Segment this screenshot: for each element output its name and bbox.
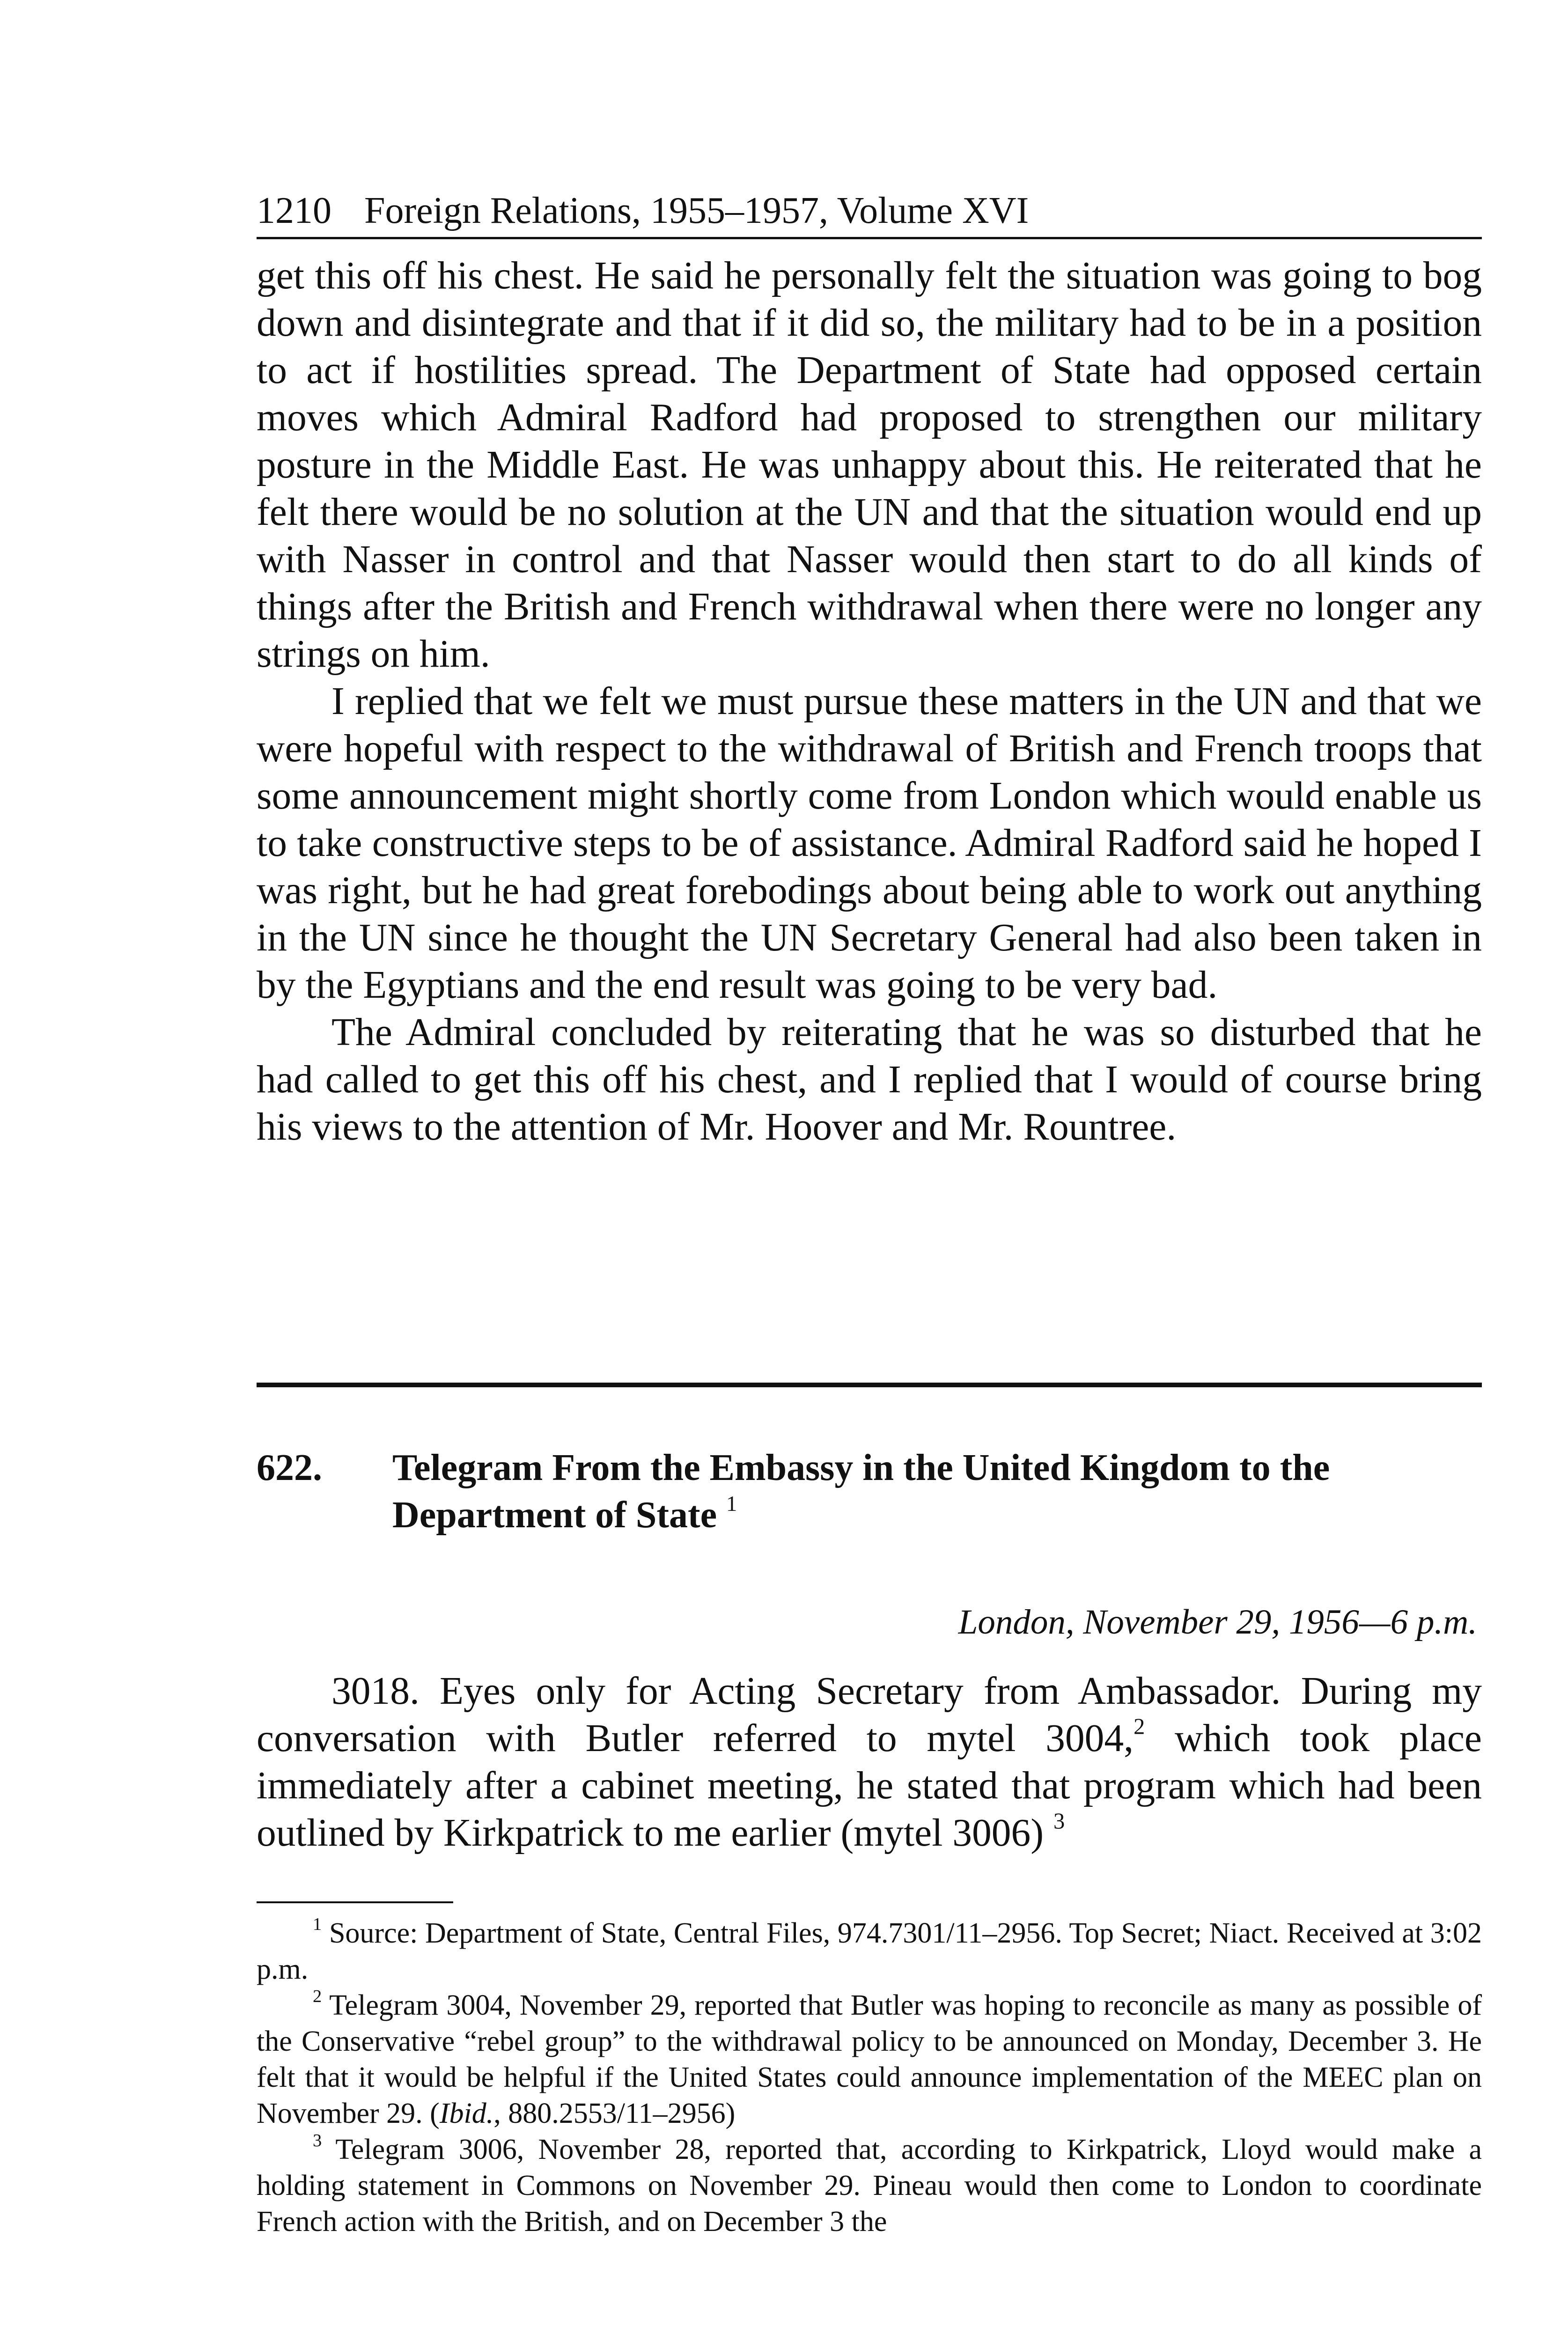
document-heading: [257, 1444, 1482, 1539]
footnote-2-marker: 2: [313, 1987, 322, 2007]
memo-paragraph-3: The Admiral concluded by reiterating that he was so disturbed that he had called to get this off his chest, and I replied that I would of course bring his views to the attention of Mr. Hoover and Mr. Rountree.: [257, 1011, 1482, 1148]
footnote-1-marker: 1: [313, 1914, 322, 1935]
footnote-2-text-end: , 880.2553/11–2956): [493, 2098, 736, 2129]
footnote-2-text: Telegram 3004, November 29, reported that Butler was hoping to reconcile as many as possible of the Conservative “rebel group” to the withdrawal policy to be announced on Monday, December 3. He felt that it would be helpful if the United States could announce implementation of the MEEC plan on November 29. (: [257, 1989, 1482, 2129]
document-number: 622.: [257, 1447, 322, 1488]
memo-paragraph-1: get this off his chest. He said he personally felt the situation was going to bog down and disintegrate and that if it did so, the military had to be in a position to act if hostilities spread. The Department of State had opposed certain moves which Admiral Radford had proposed to strengthen our military posture in the Middle East. He was unhappy about this. He reiterated that he felt there would be no solution at the UN and that the situation would end up with Nasser in control and that Nasser would then start to do all kinds of things after the British and French withdrawal when there were no longer any strings on him.: [257, 254, 1482, 676]
document-separator-rule: [257, 1383, 1482, 1387]
footnote-ref-3[interactable]: 3: [1053, 1809, 1065, 1834]
memo-body: [257, 252, 1482, 1151]
document-title-text: Telegram From the Embassy in the United Kingdom to the Department of State: [392, 1447, 1330, 1536]
footnote-1: [257, 1915, 1482, 1988]
telegram-text-part-2: which took place immediately after a cabinet meeting, he stated that program which had been outlined by Kirkpatrick to me earlier (mytel 3006): [257, 1717, 1482, 1855]
footnote-1-text: Source: Department of State, Central Files, 974.7301/11–2956. Top Secret; Niact. Received at 3:02 p.m.: [257, 1917, 1482, 1985]
running-head: [257, 187, 1482, 239]
footnote-2-ibid: Ibid.: [439, 2098, 494, 2129]
footnote-3-marker: 3: [313, 2131, 322, 2151]
page-number: 1210: [257, 190, 331, 231]
volume-title: Foreign Relations, 1955–1957, Volume XVI: [364, 190, 1029, 231]
dateline: London, November 29, 1956—6 p.m.: [958, 1603, 1477, 1642]
footnote-ref-1[interactable]: 1: [726, 1492, 737, 1516]
page: [257, 187, 1482, 2240]
document-title: [392, 1444, 1482, 1539]
footnote-3-text: Telegram 3006, November 28, reported that, according to Kirkpatrick, Lloyd would make a holding statement in Commons on November 29. Pineau would then come to London to coordinate French action with the British, and on December 3 the: [257, 2134, 1482, 2238]
footnote-rule: [257, 1901, 453, 1903]
telegram-text-part-1: 3018. Eyes only for Acting Secretary from Ambassador. During my conversation with Butler referred to mytel 3004,: [257, 1670, 1482, 1760]
footnote-3: [257, 2132, 1482, 2240]
telegram-paragraph: [257, 1668, 1482, 1857]
footnote-ref-2[interactable]: 2: [1134, 1714, 1145, 1739]
telegram-body: [257, 1668, 1482, 1857]
footnotes: [257, 1915, 1482, 2240]
memo-paragraph-2: I replied that we felt we must pursue these matters in the UN and that we were hopeful with respect to the withdrawal of British and French troops that some announcement might shortly come from London which would enable us to take constructive steps to be of assistance. Admiral Radford said he hoped I was right, but he had great forebodings about being able to work out anything in the UN since he thought the UN Secretary General had also been taken in by the Egyptians and the end result was going to be very bad.: [257, 680, 1482, 1007]
footnote-2: [257, 1988, 1482, 2132]
